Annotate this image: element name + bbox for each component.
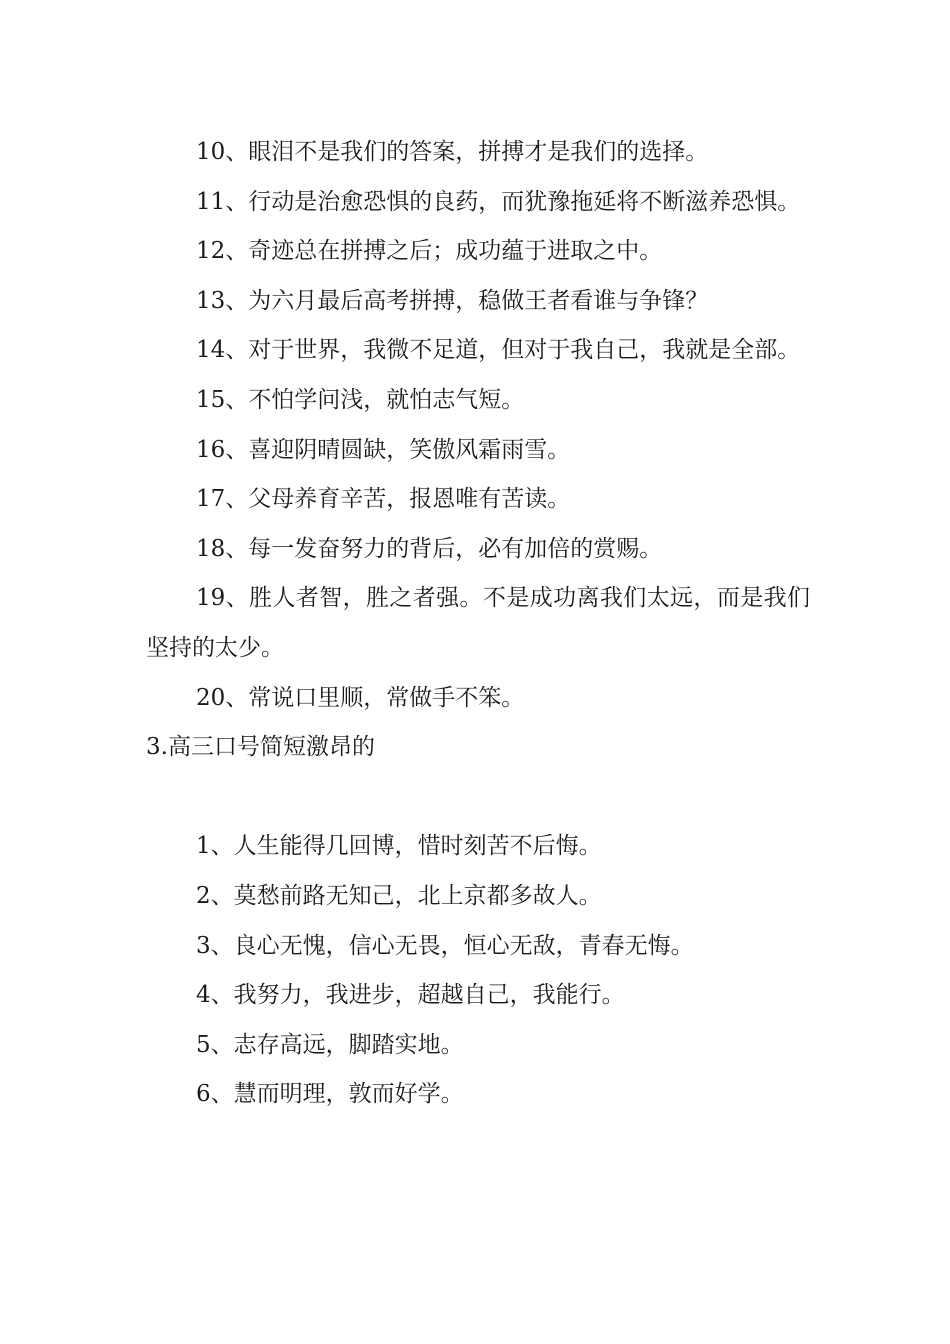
list-item: 4、我努力，我进步，超越自己，我能行。: [196, 982, 625, 1009]
blank-line: [146, 773, 810, 823]
list-item: 12、奇迹总在拼搏之后；成功蕴于进取之中。: [196, 238, 663, 265]
list-item: 13、为六月最后高考拼搏，稳做王者看谁与争锋？: [196, 287, 709, 314]
list-item: 20、常说口里顺，常做手不笨。: [196, 684, 525, 711]
list-item: 10、眼泪不是我们的答案，拼搏才是我们的选择。: [196, 139, 709, 165]
list-item: 19、胜人者智，胜之者强。不是成功离我们太远，而是我们坚持的太少。: [146, 585, 810, 661]
list-item: 14、对于世界，我微不足道，但对于我自己，我就是全部。: [196, 337, 801, 364]
list-item: 11、行动是治愈恐惧的良药，而犹豫拖延将不断滋养恐惧。: [196, 188, 801, 215]
section-heading: 3.高三口号简短激昂的: [146, 734, 375, 761]
document-body: [146, 128, 810, 1120]
list-item: 18、每一发奋努力的背后，必有加倍的赏赐。: [196, 535, 663, 562]
list-item: 3、良心无愧，信心无畏，恒心无敌，青春无悔。: [196, 932, 694, 959]
list-item: 15、不怕学问浅，就怕志气短。: [196, 386, 525, 413]
list-item: 6、慧而明理，敦而好学。: [196, 1081, 464, 1108]
list-item: 16、喜迎阴晴圆缺，笑傲风霜雨雪。: [196, 436, 571, 463]
list-item: 5、志存高远，脚踏实地。: [196, 1031, 464, 1058]
list-item: 2、莫愁前路无知己，北上京都多故人。: [196, 882, 602, 909]
list-item: 1、人生能得几回博，惜时刻苦不后悔。: [196, 833, 602, 860]
list-item: 17、父母养育辛苦，报恩唯有苦读。: [196, 486, 571, 513]
